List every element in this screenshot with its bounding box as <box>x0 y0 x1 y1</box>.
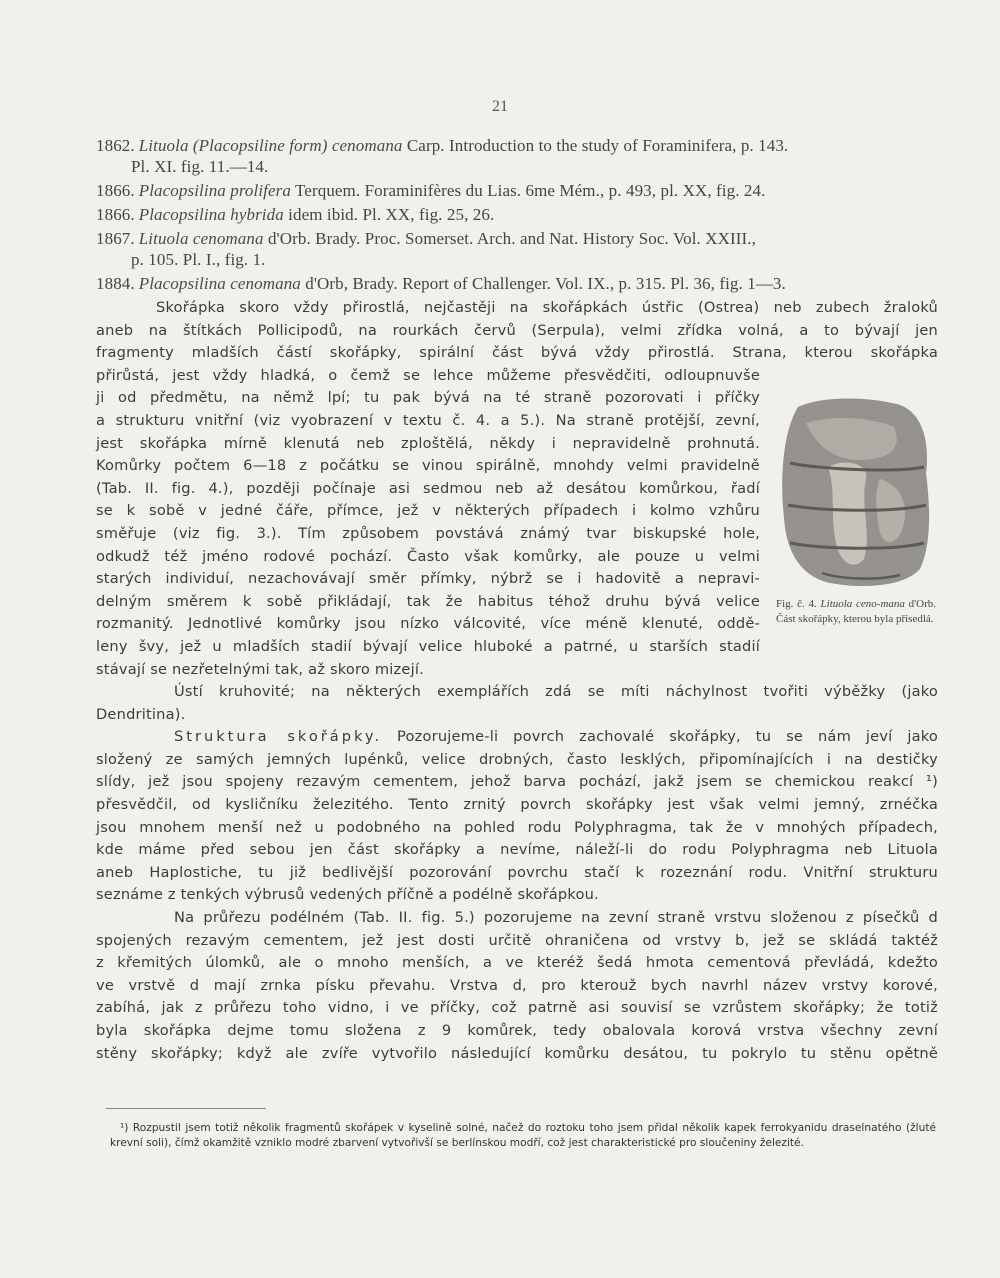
reference-taxon: Placopsilina hybrida <box>138 205 284 224</box>
reference-1884 <box>96 273 936 294</box>
text-line: seznáme z tenkých výbrusů vedených příčně a podélně skořápkou. <box>96 886 599 904</box>
reference-continuation: p. 105. Pl. I., fig. 1. <box>131 250 266 269</box>
text-line: leny švy, jež u mladších stadií bývají velice hluboké a patrné, u starších stadií <box>96 637 760 655</box>
reference-taxon: Lituola cenomana <box>138 229 264 248</box>
shell-illustration <box>776 393 934 589</box>
text-line: ve vrstvě d mají zrnka písku převahu. Vrstva d, pro kterouž bych navrhl název vrstvy korové, <box>96 976 938 994</box>
text-line: slídy, jež jsou spojeny rezavým cementem, jehož barva pochází, jakž jsem se chemickou reakcí ¹) <box>96 773 938 791</box>
text-line: odkudž též jméno rodové pochází. Často však komůrky, ale pouze u velmi <box>96 547 760 565</box>
text-line: starých individuí, nezachovávají směr přímky, nýbrž se i hadovitě a nepravi- <box>96 570 760 588</box>
reference-taxon: Placopsilina cenomana <box>138 274 301 293</box>
text-line: rozmanitý. Jednotlivé komůrky jsou nízko válcovité, více méně klenuté, oddě- <box>96 615 760 633</box>
text-line: složený ze samých jemných lupénků, velice drobných, často lesklých, připomínajících i na destičky <box>96 750 938 768</box>
text-line: Na průřezu podélném (Tab. II. fig. 5.) pozorujeme na zevní straně vrstvu složenou z písečků d <box>174 909 938 927</box>
shell-figure <box>776 393 934 589</box>
text-line: fragmenty mladších částí skořápky, spirální část bývá vždy přirostlá. Strana, kterou skořápka <box>96 344 938 362</box>
reference-text: Carp. Introduction to the study of Foraminifera, p. 143. <box>402 136 789 155</box>
reference-text: idem ibid. Pl. XX, fig. 25, 26. <box>283 205 495 224</box>
figure-taxon: Lituola ceno-mana <box>820 598 905 610</box>
reference-continuation: Pl. XI. fig. 11.—14. <box>131 157 269 176</box>
text-line <box>96 726 938 749</box>
text-line: se k sobě v jedné čáře, přímce, jež v některých případech i kolmo vzhůru <box>96 502 760 520</box>
text-line: byla skořápka dejme tomu složena z 9 komůrek, tedy obalovala korová vrstva všechny zevní <box>96 1022 938 1039</box>
text-line: jest skořápka mírně klenutá neb zploštělá, někdy i nepravidelně prohnutá. <box>96 434 760 452</box>
text-fragment: Pozorujeme-li povrch zachovalé skořápky, tu se nám jeví jako <box>382 728 938 746</box>
footnote <box>110 1121 936 1151</box>
figure-caption <box>776 597 936 627</box>
reference-text: d'Orb. Brady. Proc. Somerset. Arch. and Nat. History Soc. Vol. XXIII., <box>263 229 756 248</box>
text-line: jsou mnohem menší než u podobného na pohled rodu Polyphragma, tak že v mnohých případech, <box>96 818 938 836</box>
text-line: aneb Haplostiche, tu již bedlivější pozorování povrchu stačí k rozeznání rodu. Vnitřní strukturu <box>96 863 938 881</box>
text-line: Ústí kruhovité; na některých exemplářích zdá se míti náchylnost tvořiti výběžky (jako <box>174 683 938 701</box>
reference-year: 1884. <box>96 274 135 293</box>
text-line: přesvědčil, od kysličníku železitého. Tento zrnitý povrch skořápky jest však velmi jemný, zrnéčka <box>96 796 938 814</box>
text-line: směřuje (viz fig. 3.). Tím způsobem povstává známý tvar biskupské hole, <box>96 524 760 542</box>
reference-year: 1867. <box>96 229 135 248</box>
text-line: kde máme před sebou jen část skořápky a nevíme, náleží-li do rodu Polyphragma neb Lituola <box>96 841 938 859</box>
text-line: stávají se nezřetelnými tak, až skoro mizejí. <box>96 660 424 678</box>
reference-text: Terquem. Foraminifères du Lias. 6me Mém., p. 493, pl. XX, fig. 24. <box>290 181 766 200</box>
text-line: stěny skořápky; když ale zvíře vytvořilo následující komůrku desátou, tu pokrylo tu stěnu opětně <box>96 1044 938 1062</box>
footnote-text: ¹) Rozpustil jsem totiž několik fragmentů skořápek v kyselině solné, načež do roztoku toho jsem přidal několik kapek ferrokyanidu draselnatého (žluté krevní soli), čímž okamžitě vzniklo modré zbarvení vytvořivší se berlínskou modří, což jest charakteristické pro sloučeniny železité. <box>110 1122 936 1149</box>
reference-1862 <box>96 135 936 177</box>
text-line: Skořápka skoro vždy přirostlá, nejčastěji na skořápkách ústřic (Ostrea) neb zubech žraloků <box>156 299 938 316</box>
text-line: Dendritina). <box>96 705 186 723</box>
reference-year: 1862. <box>96 136 135 155</box>
reference-year: 1866. <box>96 181 135 200</box>
text-line: spojených rezavým cementem, jež jest dosti určitě ohraničena od vrstvy b, jež se skládá taktéž <box>96 931 938 949</box>
text-line: zabíhá, jak z průřezu toho vidno, i ve příčky, což patrně asi souvisí se vzrůstem skořápky; že totiž <box>96 999 938 1017</box>
text-line: a strukturu vnitřní (viz vyobrazení v textu č. 4. a 5.). Na straně protější, zevní, <box>96 411 760 429</box>
text-line: Komůrky počtem 6—18 z počátku se vinou spirálně, mnohdy velmi pravidelně <box>96 457 760 475</box>
footnote-divider <box>106 1108 266 1109</box>
page-number: 21 <box>492 98 508 115</box>
text-line: delným směrem k sobě přikládají, tak že habitus téhož druhu bývá velice <box>96 592 760 610</box>
figure-label: Fig. č. 4. <box>776 598 817 610</box>
figure-caption-text: d'Orb. Část skořápky, kterou byla přisedlá. <box>776 598 936 625</box>
reference-taxon: Lituola (Placopsiline form) cenomana <box>138 136 403 155</box>
section-heading: Struktura skořápky. <box>174 728 383 746</box>
text-line: z křemitých úlomků, ale o mnoho menších, a ve kteréž šedá hmota cementová převládá, kdežto <box>96 954 938 972</box>
text-line: přirůstá, jest vždy hladká, o čemž se lehce můžeme přesvědčiti, odloupnuvše <box>96 366 760 384</box>
reference-1866a <box>96 180 936 201</box>
reference-1866b <box>96 204 936 225</box>
reference-taxon: Placopsilina prolifera <box>138 181 291 200</box>
text-line: ji od předmětu, na němž lpí; tu pak bývá na té straně pozorovati i příčky <box>96 389 760 407</box>
text-line: aneb na štítkách Pollicipodů, na rourkách červů (Serpula), velmi zřídka volná, a to bývají jen <box>96 321 938 339</box>
text-line: (Tab. II. fig. 4.), později počínaje asi sedmou neb až desátou komůrkou, řadí <box>96 479 760 497</box>
reference-1867 <box>96 228 936 270</box>
reference-text: d'Orb, Brady. Report of Challenger. Vol. IX., p. 315. Pl. 36, fig. 1—3. <box>300 274 786 293</box>
reference-year: 1866. <box>96 205 135 224</box>
